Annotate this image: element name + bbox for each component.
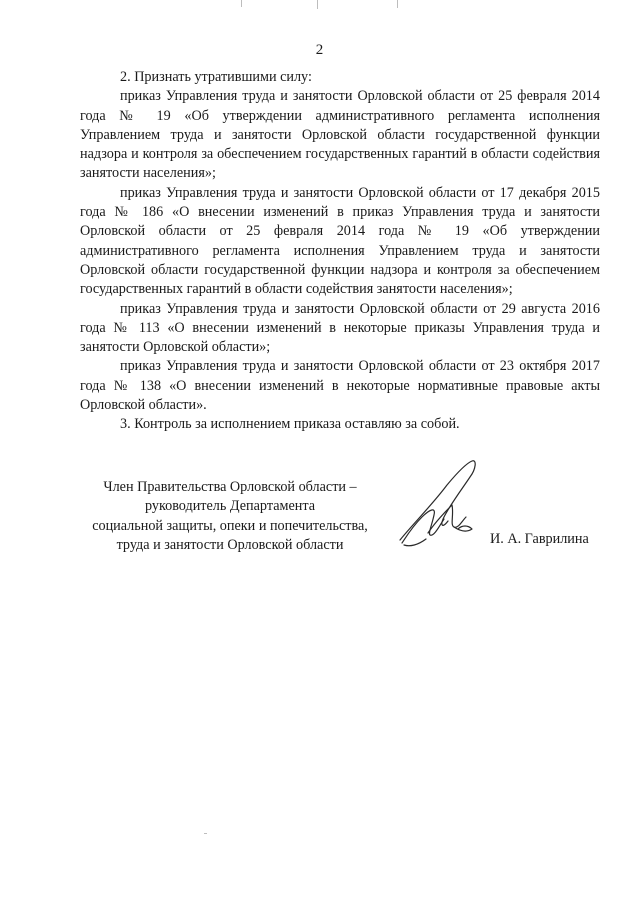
page-number: 2 (315, 42, 324, 58)
paragraph-invalidate-heading: 2. Признать утратившими силу: (120, 69, 312, 85)
signatory-title-line: труда и занятости Орловской области (116, 536, 344, 553)
paragraph-order-186: приказ Управления труда и занятости Орловской области от 17 декабря 2015 года № 186 «О внесении изменений в приказ Управления труда и занятости Орловской области от 25 февраля 2014 года № 19 «Об утверждении административного регламента исполнения Управлением труда и занятости Орловской области государственной функции надзора и контроля за обеспечением государственных гарантий в области содействия занятости населения»; (80, 184, 600, 298)
scan-edge-mark (397, 0, 398, 8)
scan-dot (204, 833, 207, 834)
paragraph-control: 3. Контроль за исполнением приказа оставляю за собой. (120, 416, 460, 433)
signatory-title (75, 478, 385, 555)
paragraph-order-138: приказ Управления труда и занятости Орловской области от 23 октября 2017 года № 138 «О внесении изменений в некоторые нормативные правовые акты Орловской области». (80, 358, 600, 414)
scan-edge-mark (241, 0, 242, 7)
scan-edge-mark (317, 0, 318, 9)
paragraph-order-19: приказ Управления труда и занятости Орловской области от 25 февраля 2014 года № 19 «Об утверждении административного регламента исполнения Управлением труда и занятости Орловской области государственной функции надзора и контроля за обеспечением государственных гарантий в области содействия занятости населения»; (80, 88, 600, 182)
document-body (80, 68, 600, 435)
handwritten-signature (392, 455, 492, 555)
signatory-title-line: руководитель Департамента (144, 498, 316, 515)
paragraph-order-113: приказ Управления труда и занятости Орловской области от 29 августа 2016 года № 113 «О внесении изменений в некоторые приказы Управления труда и занятости Орловской области»; (80, 300, 600, 356)
signatory-title-line: Член Правительства Орловской области – (103, 479, 357, 495)
signatory-title-line: социальной защиты, опеки и попечительства, (92, 517, 368, 534)
signatory-name: И. А. Гаврилина (490, 531, 589, 547)
